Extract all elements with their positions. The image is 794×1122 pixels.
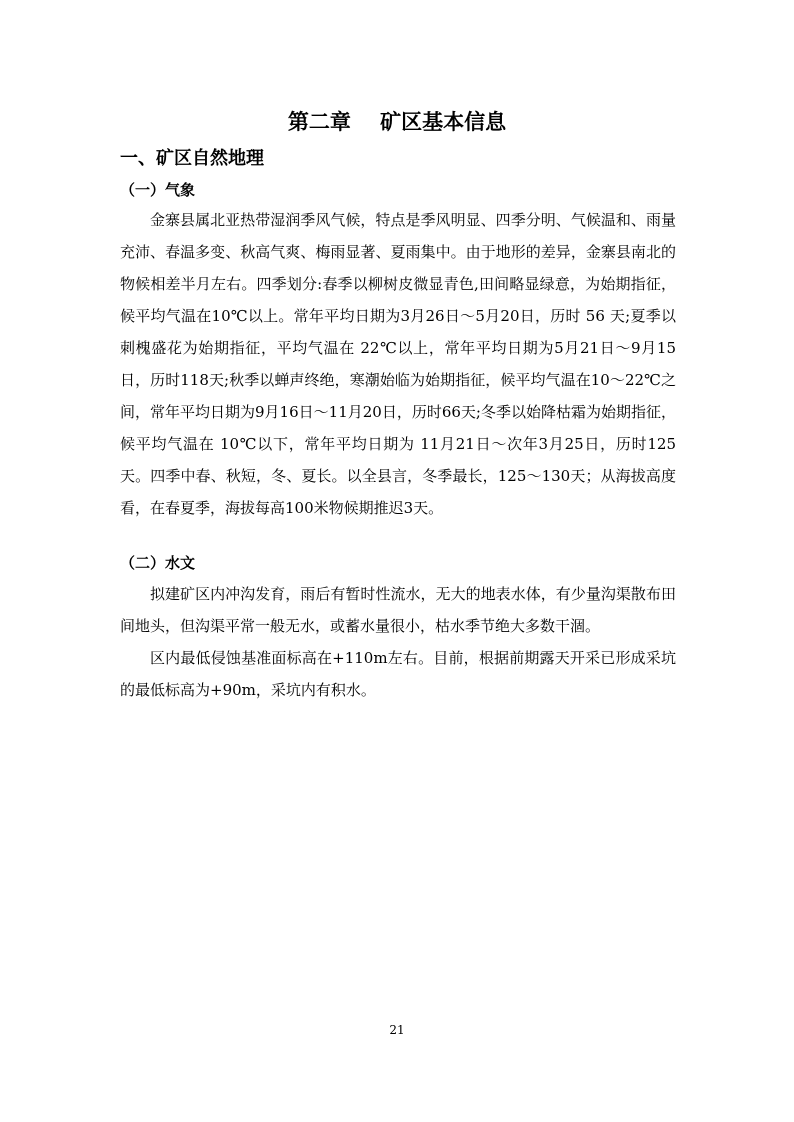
subsection-heading-hydrology: （二）水文 bbox=[120, 554, 196, 572]
hydrology-paragraph-2: 区内最低侵蚀基准面标高在+110m左右。目前，根据前期露天开采已形成采坑的最低标高为+90m，采坑内有积水。 bbox=[120, 649, 676, 699]
chapter-title: 第二章 矿区基本信息 bbox=[287, 110, 507, 134]
hydrology-paragraph-1: 拟建矿区内冲沟发育，雨后有暂时性流水，无大的地表水体，有少量沟渠散布田间地头，但沟渠平常一般无水，或蓄水量很小，枯水季节绝大多数干涸。 bbox=[120, 585, 676, 635]
section-heading: 一、矿区自然地理 bbox=[120, 148, 264, 169]
climate-paragraph: 金寨县属北亚热带湿润季风气候，特点是季风明显、四季分明、气候温和、雨量充沛、春温多变、秋高气爽、梅雨显著、夏雨集中。由于地形的差异，金寨县南北的物候相差半月左右。四季划分:春季以柳树皮微显青色,田间略显绿意，为始期指征，候平均气温在10℃以上。常年平均日期为3月26日～5月20日，历时 56 天;夏季以刺槐盛花为始期指征，平均气温在 22℃以上，常年平均日期为5月21日～9月15日，历时118天;秋季以蝉声终绝，寒潮始临为始期指征，候平均气温在10～22℃之间，常年平均日期为9月16日～11月20日，历时66天;冬季以始降枯霜为始期指征，候平均气温在 10℃以下，常年平均日期为 11月21日～次年3月25日，历时125天。四季中春、秋短，冬、夏长。以全县言，冬季最长，125～130天；从海拔高度看，在春夏季，海拔每高100米物候期推迟3天。 bbox=[120, 211, 676, 517]
page-number: 21 bbox=[389, 1023, 405, 1037]
subsection-heading-climate: （一）气象 bbox=[120, 181, 196, 199]
